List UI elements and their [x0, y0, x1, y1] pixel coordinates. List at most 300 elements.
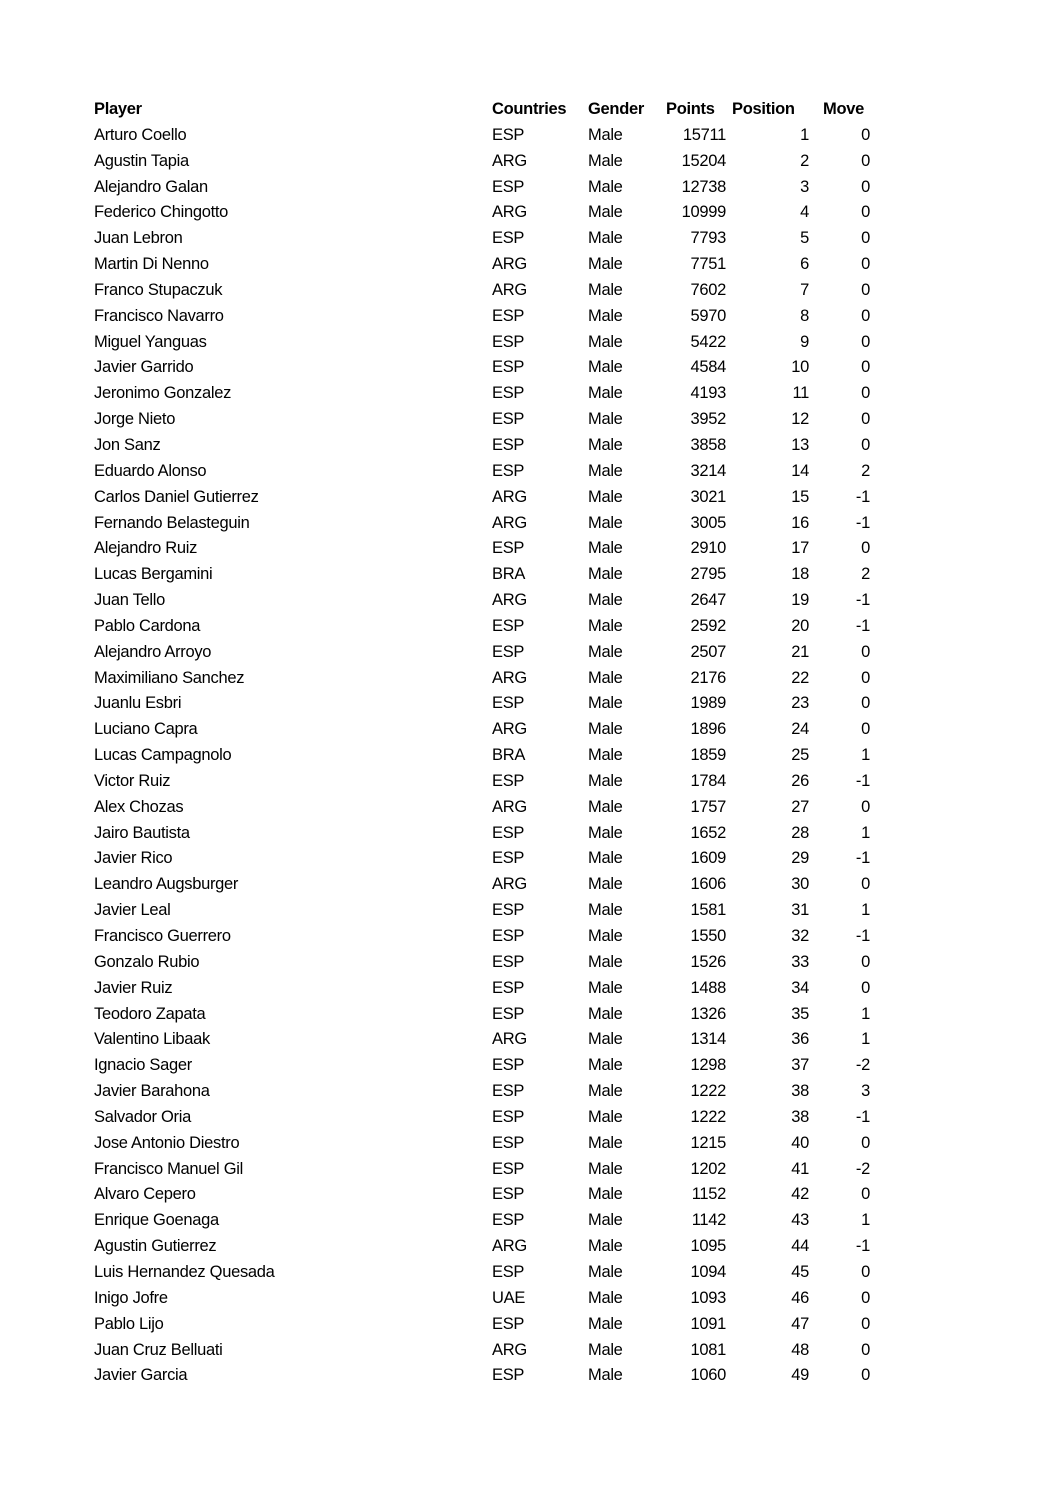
player-position: 4: [800, 203, 809, 222]
player-move: 0: [861, 177, 870, 196]
player-gender: Male: [588, 875, 623, 894]
player-points: 10999: [681, 203, 726, 222]
player-position: 47: [791, 1314, 809, 1333]
player-gender: Male: [588, 1030, 623, 1049]
player-country: ESP: [492, 771, 525, 790]
player-move: -1: [855, 591, 870, 610]
player-gender: Male: [588, 280, 623, 299]
table-row: [0, 433, 1058, 459]
player-position: 2: [800, 151, 809, 170]
player-points: 1202: [690, 1159, 726, 1178]
table-row: [0, 950, 1058, 976]
player-name: Alex Chozas: [94, 797, 184, 816]
table-row: [0, 355, 1058, 381]
player-points: 1488: [690, 978, 726, 997]
player-gender: Male: [588, 306, 623, 325]
player-position: 14: [791, 461, 809, 480]
table-row: [0, 1312, 1058, 1338]
player-country: ESP: [492, 1314, 525, 1333]
table-row: [0, 769, 1058, 795]
player-gender: Male: [588, 539, 623, 558]
player-country: ESP: [492, 177, 525, 196]
player-position: 25: [791, 746, 809, 765]
player-points: 1526: [690, 952, 726, 971]
player-name: Javier Ruiz: [94, 978, 173, 997]
player-move: 0: [861, 797, 870, 816]
player-gender: Male: [588, 513, 623, 532]
player-move: 0: [861, 332, 870, 351]
table-row: [0, 304, 1058, 330]
player-position: 18: [791, 565, 809, 584]
player-name: Luciano Capra: [94, 720, 198, 739]
player-country: ESP: [492, 1211, 525, 1230]
player-position: 38: [791, 1082, 809, 1101]
table-row: [0, 1208, 1058, 1234]
player-move: 0: [861, 255, 870, 274]
player-position: 30: [791, 875, 809, 894]
player-points: 1142: [691, 1211, 726, 1230]
player-points: 1095: [690, 1237, 726, 1256]
player-name: Jon Sanz: [94, 435, 161, 454]
player-move: 0: [861, 125, 870, 144]
table-row: [0, 536, 1058, 562]
player-position: 5: [800, 229, 809, 248]
table-row: [0, 1286, 1058, 1312]
column-header-points: Points: [666, 100, 715, 118]
table-row: [0, 459, 1058, 485]
player-position: 40: [791, 1133, 809, 1152]
player-gender: Male: [588, 720, 623, 739]
player-position: 10: [791, 358, 809, 377]
table-row: [0, 123, 1058, 149]
player-position: 8: [800, 306, 809, 325]
player-name: Juan Cruz Belluati: [94, 1340, 223, 1359]
table-row: [0, 485, 1058, 511]
player-move: 0: [861, 1262, 870, 1281]
player-gender: Male: [588, 1056, 623, 1075]
player-move: -1: [855, 513, 870, 532]
player-name: Juan Lebron: [94, 229, 183, 248]
player-position: 17: [791, 539, 809, 558]
player-country: ESP: [492, 1004, 525, 1023]
player-position: 36: [791, 1030, 809, 1049]
player-gender: Male: [588, 203, 623, 222]
player-name: Javier Barahona: [94, 1082, 210, 1101]
player-move: -2: [855, 1159, 870, 1178]
player-move: 1: [861, 823, 870, 842]
table-row: [0, 330, 1058, 356]
column-header-gender: Gender: [588, 100, 644, 118]
player-name: Martin Di Nenno: [94, 255, 209, 274]
column-header-move: Move: [823, 100, 864, 118]
player-points: 1081: [690, 1340, 726, 1359]
player-gender: Male: [588, 1004, 623, 1023]
player-position: 45: [791, 1262, 809, 1281]
player-country: ARG: [492, 151, 527, 170]
player-move: 0: [861, 280, 870, 299]
table-row: [0, 795, 1058, 821]
player-position: 31: [791, 901, 809, 920]
player-points: 5970: [690, 306, 726, 325]
player-position: 6: [800, 255, 809, 274]
player-gender: Male: [588, 151, 623, 170]
table-row: [0, 226, 1058, 252]
player-position: 33: [791, 952, 809, 971]
player-points: 1757: [690, 797, 726, 816]
player-name: Lucas Bergamini: [94, 565, 213, 584]
player-move: 3: [861, 1082, 870, 1101]
player-points: 4584: [690, 358, 726, 377]
player-country: ARG: [492, 203, 527, 222]
player-move: 1: [861, 1004, 870, 1023]
player-position: 43: [791, 1211, 809, 1230]
table-row: [0, 666, 1058, 692]
player-position: 32: [791, 927, 809, 945]
column-header-player: Player: [94, 100, 142, 118]
player-position: 21: [791, 642, 809, 661]
player-name: Teodoro Zapata: [94, 1004, 206, 1023]
player-name: Javier Garrido: [94, 358, 194, 377]
player-country: ESP: [492, 1056, 525, 1075]
player-gender: Male: [588, 1082, 623, 1101]
player-move: -2: [855, 1056, 870, 1075]
table-row: [0, 614, 1058, 640]
player-name: Pablo Cardona: [94, 616, 201, 635]
player-country: ARG: [492, 797, 527, 816]
table-row: [0, 898, 1058, 924]
player-position: 20: [791, 616, 809, 635]
player-gender: Male: [588, 565, 623, 584]
player-name: Alejandro Arroyo: [94, 642, 212, 661]
player-country: ESP: [492, 642, 525, 661]
player-country: ESP: [492, 332, 525, 351]
player-name: Gonzalo Rubio: [94, 952, 200, 971]
player-move: 0: [861, 668, 870, 687]
table-header-row: [0, 97, 1058, 123]
player-name: Victor Ruiz: [94, 771, 171, 790]
player-name: Jose Antonio Diestro: [94, 1133, 240, 1152]
player-move: 0: [861, 229, 870, 248]
player-gender: Male: [588, 901, 623, 920]
player-points: 2795: [690, 565, 726, 584]
player-name: Inigo Jofre: [94, 1288, 168, 1307]
player-country: ARG: [492, 513, 527, 532]
player-position: 44: [791, 1237, 809, 1256]
player-country: ESP: [492, 694, 525, 713]
player-move: 0: [861, 1133, 870, 1152]
player-country: ESP: [492, 306, 525, 325]
player-name: Lucas Campagnolo: [94, 746, 232, 765]
player-points: 3021: [690, 487, 726, 506]
player-move: -1: [855, 771, 870, 790]
player-name: Jeronimo Gonzalez: [94, 384, 232, 403]
player-name: Miguel Yanguas: [94, 332, 207, 351]
player-move: -1: [855, 1237, 870, 1256]
player-gender: Male: [588, 229, 623, 248]
player-move: 0: [861, 1314, 870, 1333]
player-name: Maximiliano Sanchez: [94, 668, 245, 687]
player-position: 19: [791, 591, 809, 610]
player-country: ESP: [492, 539, 525, 558]
player-gender: Male: [588, 487, 623, 506]
player-name: Jorge Nieto: [94, 410, 176, 429]
player-gender: Male: [588, 1107, 623, 1126]
player-points: 2647: [690, 591, 726, 610]
player-country: ESP: [492, 410, 525, 429]
player-move: 0: [861, 539, 870, 558]
player-position: 12: [791, 410, 809, 429]
player-points: 3858: [690, 435, 726, 454]
player-move: -1: [855, 616, 870, 635]
player-name: Javier Leal: [94, 901, 171, 920]
player-position: 15: [791, 487, 809, 506]
player-country: ESP: [492, 849, 525, 868]
table-row: [0, 407, 1058, 433]
player-name: Javier Garcia: [94, 1366, 188, 1385]
player-points: 1550: [690, 927, 726, 945]
player-points: 7602: [690, 280, 726, 299]
player-country: ESP: [492, 927, 525, 945]
player-move: 0: [861, 410, 870, 429]
player-country: ESP: [492, 978, 525, 997]
player-points: 1606: [690, 875, 726, 894]
table-row: [0, 1363, 1058, 1389]
player-position: 24: [791, 720, 809, 739]
player-position: 22: [791, 668, 809, 687]
player-move: 0: [861, 435, 870, 454]
player-points: 1314: [690, 1030, 726, 1049]
player-points: 1093: [690, 1288, 726, 1307]
player-gender: Male: [588, 384, 623, 403]
player-name: Francisco Manuel Gil: [94, 1159, 243, 1178]
player-gender: Male: [588, 1366, 623, 1385]
column-header-countries: Countries: [492, 100, 567, 118]
player-move: 1: [861, 901, 870, 920]
table-body: [0, 123, 1058, 1389]
player-gender: Male: [588, 797, 623, 816]
player-move: 0: [861, 1340, 870, 1359]
player-country: BRA: [492, 746, 526, 765]
player-points: 1222: [690, 1107, 726, 1126]
player-position: 34: [791, 978, 809, 997]
player-position: 48: [791, 1340, 809, 1359]
player-points: 7751: [690, 255, 726, 274]
player-gender: Male: [588, 332, 623, 351]
player-gender: Male: [588, 849, 623, 868]
table-row: [0, 1027, 1058, 1053]
player-name: Franco Stupaczuk: [94, 280, 223, 299]
player-points: 1326: [690, 1004, 726, 1023]
table-row: [0, 1260, 1058, 1286]
player-move: -1: [855, 927, 870, 945]
player-move: 0: [861, 1288, 870, 1307]
player-name: Francisco Guerrero: [94, 927, 231, 945]
player-points: 2592: [690, 616, 726, 635]
player-gender: Male: [588, 642, 623, 661]
player-points: 7793: [690, 229, 726, 248]
table-row: [0, 381, 1058, 407]
player-name: Javier Rico: [94, 849, 173, 868]
player-move: 0: [861, 1185, 870, 1204]
player-position: 7: [800, 280, 809, 299]
table-row: [0, 743, 1058, 769]
player-position: 27: [791, 797, 809, 816]
player-country: ESP: [492, 1159, 525, 1178]
player-country: ESP: [492, 384, 525, 403]
player-points: 2910: [690, 539, 726, 558]
player-move: 1: [861, 1211, 870, 1230]
player-move: 0: [861, 952, 870, 971]
player-position: 35: [791, 1004, 809, 1023]
table-row: [0, 1053, 1058, 1079]
player-move: 0: [861, 720, 870, 739]
player-gender: Male: [588, 1340, 623, 1359]
player-country: UAE: [492, 1288, 526, 1307]
player-position: 26: [791, 771, 809, 790]
player-move: 0: [861, 875, 870, 894]
player-points: 3952: [690, 410, 726, 429]
player-points: 3214: [690, 461, 726, 480]
ranking-table: [0, 97, 1058, 1389]
player-country: ARG: [492, 255, 527, 274]
player-points: 3005: [690, 513, 726, 532]
player-points: 12738: [681, 177, 726, 196]
player-move: 0: [861, 978, 870, 997]
player-position: 29: [791, 849, 809, 868]
player-name: Carlos Daniel Gutierrez: [94, 487, 259, 506]
player-gender: Male: [588, 410, 623, 429]
player-position: 49: [791, 1366, 809, 1385]
player-name: Jairo Bautista: [94, 823, 190, 842]
player-country: ESP: [492, 616, 525, 635]
player-gender: Male: [588, 1211, 623, 1230]
player-country: ESP: [492, 125, 525, 144]
player-gender: Male: [588, 125, 623, 144]
table-row: [0, 976, 1058, 1002]
player-points: 15711: [682, 125, 726, 144]
player-country: ESP: [492, 358, 525, 377]
player-points: 4193: [690, 384, 726, 403]
player-name: Eduardo Alonso: [94, 461, 207, 480]
player-gender: Male: [588, 668, 623, 687]
player-gender: Male: [588, 927, 623, 945]
player-move: 0: [861, 384, 870, 403]
player-points: 1222: [690, 1082, 726, 1101]
player-name: Agustin Tapia: [94, 151, 189, 170]
player-points: 1652: [690, 823, 726, 842]
player-country: ESP: [492, 1262, 525, 1281]
player-name: Francisco Navarro: [94, 306, 224, 325]
table-row: [0, 1105, 1058, 1131]
player-country: ARG: [492, 1237, 527, 1256]
player-move: -1: [855, 1107, 870, 1126]
player-move: -1: [855, 487, 870, 506]
table-row: [0, 1234, 1058, 1260]
player-gender: Male: [588, 1185, 623, 1204]
player-position: 9: [800, 332, 809, 351]
player-points: 5422: [690, 332, 726, 351]
table-row: [0, 924, 1058, 950]
player-name: Agustin Gutierrez: [94, 1237, 217, 1256]
player-points: 2176: [690, 668, 726, 687]
table-row: [0, 872, 1058, 898]
table-row: [0, 1131, 1058, 1157]
player-name: Salvador Oria: [94, 1107, 191, 1126]
player-move: 0: [861, 1366, 870, 1385]
player-move: 1: [861, 746, 870, 765]
player-country: ESP: [492, 1185, 525, 1204]
player-points: 1784: [690, 771, 726, 790]
player-country: ESP: [492, 229, 525, 248]
player-position: 37: [791, 1056, 809, 1075]
player-name: Federico Chingotto: [94, 203, 229, 222]
player-gender: Male: [588, 823, 623, 842]
player-gender: Male: [588, 435, 623, 454]
table-row: [0, 149, 1058, 175]
player-country: ARG: [492, 720, 527, 739]
player-points: 1091: [690, 1314, 726, 1333]
table-row: [0, 1182, 1058, 1208]
player-points: 1215: [690, 1133, 726, 1152]
player-name: Juanlu Esbri: [94, 694, 182, 713]
column-header-position: Position: [732, 100, 795, 118]
player-points: 1609: [690, 849, 726, 868]
player-gender: Male: [588, 746, 623, 765]
player-gender: Male: [588, 1314, 623, 1333]
player-position: 46: [791, 1288, 809, 1307]
player-name: Arturo Coello: [94, 125, 187, 144]
player-gender: Male: [588, 952, 623, 971]
player-name: Juan Tello: [94, 591, 166, 610]
player-points: 1581: [690, 901, 726, 920]
player-country: ESP: [492, 952, 525, 971]
player-points: 2507: [690, 642, 726, 661]
player-name: Alejandro Ruiz: [94, 539, 198, 558]
player-position: 11: [792, 384, 809, 403]
player-country: ESP: [492, 1366, 525, 1385]
player-gender: Male: [588, 461, 623, 480]
player-name: Ignacio Sager: [94, 1056, 192, 1075]
player-move: 0: [861, 642, 870, 661]
player-name: Luis Hernandez Quesada: [94, 1262, 275, 1281]
player-position: 28: [791, 823, 809, 842]
player-points: 1094: [690, 1262, 726, 1281]
player-country: ESP: [492, 461, 525, 480]
table-row: [0, 821, 1058, 847]
player-gender: Male: [588, 1237, 623, 1256]
player-gender: Male: [588, 358, 623, 377]
player-points: 1859: [690, 746, 726, 765]
player-country: ESP: [492, 1133, 525, 1152]
player-points: 1298: [690, 1056, 726, 1075]
player-name: Pablo Lijo: [94, 1314, 164, 1333]
table-row: [0, 511, 1058, 537]
player-gender: Male: [588, 1262, 623, 1281]
table-row: [0, 717, 1058, 743]
player-gender: Male: [588, 694, 623, 713]
player-country: ARG: [492, 280, 527, 299]
player-move: 0: [861, 203, 870, 222]
table-row: [0, 1002, 1058, 1028]
table-row: [0, 588, 1058, 614]
player-country: BRA: [492, 565, 526, 584]
table-row: [0, 1338, 1058, 1364]
table-row: [0, 846, 1058, 872]
player-name: Leandro Augsburger: [94, 875, 239, 894]
table-row: [0, 1157, 1058, 1183]
player-gender: Male: [588, 616, 623, 635]
player-move: 0: [861, 694, 870, 713]
